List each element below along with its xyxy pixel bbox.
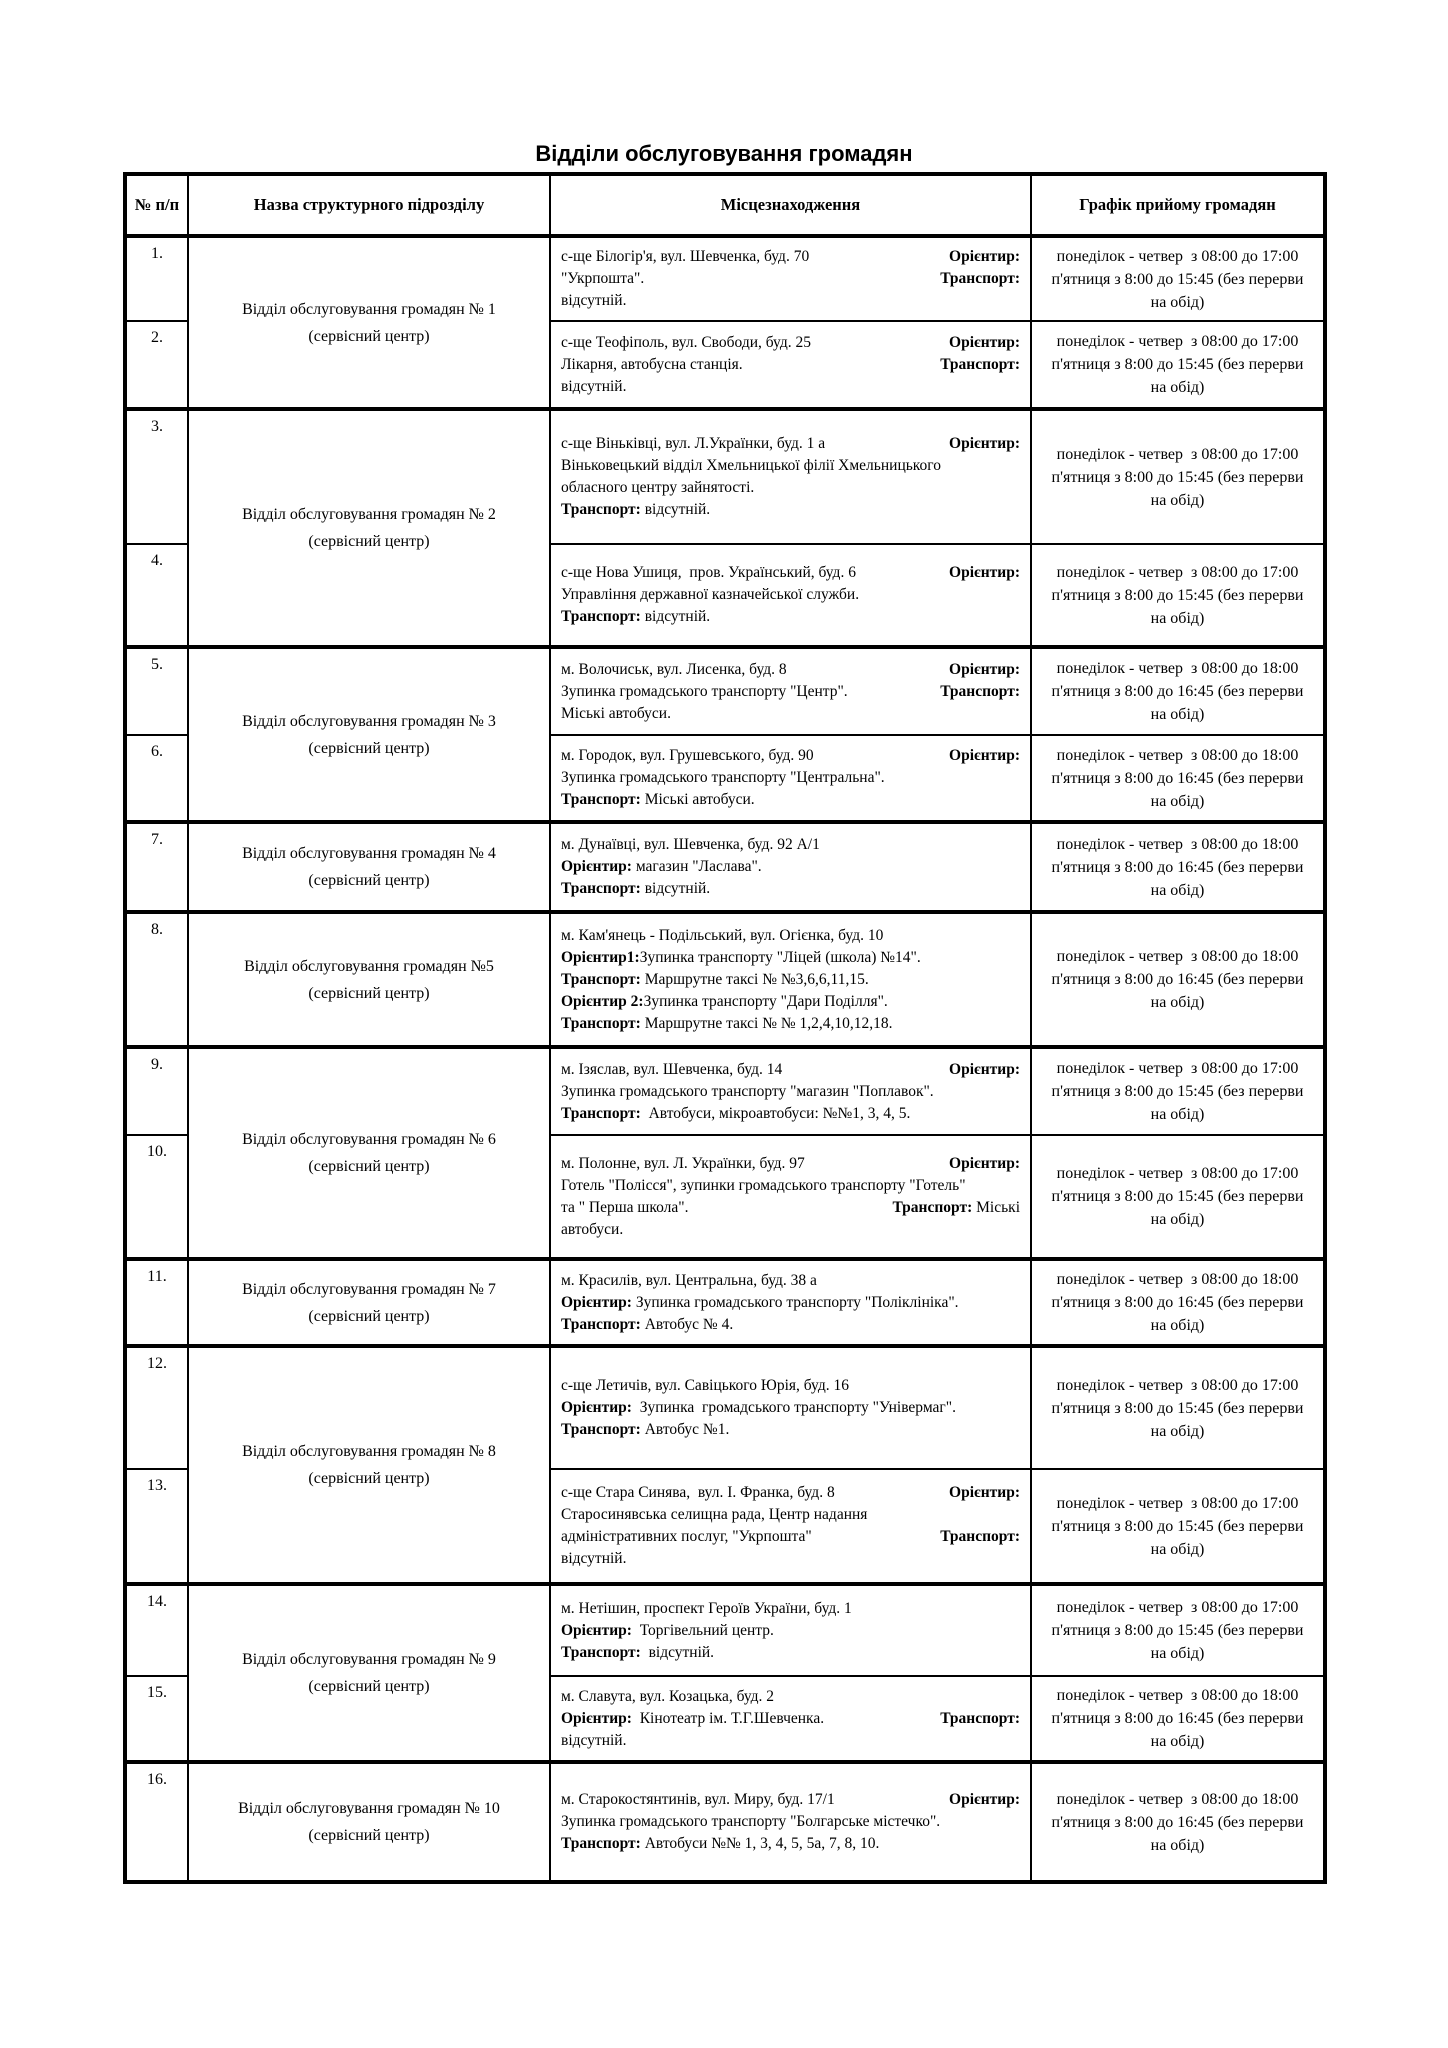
location-line <box>561 991 1020 1013</box>
location-text: Готель "Полісся", зупинки громадського транспорту "Готель" <box>561 1176 966 1194</box>
location-label: Орієнтир: <box>949 564 1020 581</box>
location-label: Транспорт: <box>561 1315 641 1333</box>
page-title: Відділи обслуговування громадян <box>535 141 913 166</box>
location-line <box>561 969 1020 991</box>
location-label: Транспорт: <box>940 270 1020 287</box>
table-row <box>125 647 1325 735</box>
department-name: Відділ обслуговування громадян № 8 <box>242 1443 496 1460</box>
location-text: Зупинка транспорту "Дари Поділля". <box>643 992 888 1010</box>
location-line <box>561 925 1020 947</box>
location-line <box>561 1314 1020 1336</box>
department-name: Відділ обслуговування громадян № 2 <box>242 506 496 523</box>
location-line <box>561 1081 1020 1103</box>
department-name-cell <box>188 1762 550 1882</box>
row-number-cell: 12. <box>125 1346 188 1469</box>
schedule-cell: понеділок - четвер з 08:00 до 18:00 п'ятниця з 8:00 до 16:45 (без перерви на обід) <box>1031 912 1325 1047</box>
department-name: Відділ обслуговування громадян № 10 <box>238 1800 500 1817</box>
department-subtitle: (сервісний центр) <box>308 984 430 1002</box>
department-name: Відділ обслуговування громадян №5 <box>244 957 494 975</box>
department-name-cell <box>188 647 550 822</box>
location-text: Зупинка транспорту "Ліцей (школа) №14". <box>639 948 921 966</box>
location-text: "Укрпошта". <box>561 270 645 287</box>
location-text: відсутній. <box>640 608 711 625</box>
location-text: Автобуси, мікроавтобуси: №№1, 3, 4, 5. <box>640 1104 911 1122</box>
row-number-cell: 15. <box>125 1676 188 1762</box>
location-line <box>561 1504 1020 1526</box>
location-cell <box>550 409 1031 544</box>
table-row <box>125 1762 1325 1882</box>
department-name-cell <box>188 1346 550 1584</box>
location-text: Старосинявська селищна рада, Центр надання <box>561 1506 868 1523</box>
location-line <box>561 499 1020 521</box>
location-line <box>561 1175 1020 1197</box>
location-text: м. Нетішин, проспект Героїв України, буд. 1 <box>561 1599 852 1617</box>
service-table-body <box>125 236 1325 1882</box>
location-text: Автобуси №№ 1, 3, 4, 5, 5а, 7, 8, 10. <box>640 1835 880 1852</box>
location-text: с-ще Стара Синява, вул. І. Франка, буд. 8 <box>561 1484 835 1501</box>
location-text: Зупинка громадського транспорту "Центральна". <box>561 769 885 786</box>
location-label: Транспорт: <box>940 1528 1020 1545</box>
department-subtitle: (сервісний центр) <box>308 1470 430 1487</box>
location-cell <box>550 1135 1031 1259</box>
schedule-cell: понеділок - четвер з 08:00 до 18:00 п'ятниця з 8:00 до 16:45 (без перерви на обід) <box>1031 735 1325 822</box>
table-row <box>125 236 1325 321</box>
location-line <box>561 268 1020 290</box>
location-text: Автобус №1. <box>640 1421 730 1438</box>
location-line <box>561 659 1020 681</box>
department-name-cell <box>188 822 550 912</box>
location-line <box>561 1526 1020 1548</box>
location-line <box>561 681 1020 703</box>
location-cell <box>550 735 1031 822</box>
location-line <box>561 332 1020 354</box>
department-subtitle: (сервісний центр) <box>308 1307 430 1325</box>
location-line <box>561 1197 1020 1219</box>
department-subtitle: (сервісний центр) <box>308 1827 430 1844</box>
location-cell <box>550 1346 1031 1469</box>
location-label: Транспорт: <box>561 1104 641 1122</box>
location-cell <box>550 236 1031 321</box>
location-line <box>561 856 1020 878</box>
row-number-cell: 2. <box>125 321 188 409</box>
schedule-cell: понеділок - четвер з 08:00 до 17:00 п'ятниця з 8:00 до 15:45 (без перерви на обід) <box>1031 544 1325 647</box>
location-text: відсутній. <box>561 292 627 309</box>
location-line <box>561 1270 1020 1292</box>
department-name-cell <box>188 1584 550 1762</box>
location-text: с-ще Віньківці, вул. Л.Українки, буд. 1 а <box>561 435 826 452</box>
table-row <box>125 912 1325 1047</box>
location-text: с-ще Нова Ушиця, пров. Український, буд. 6 <box>561 564 856 581</box>
location-label: Орієнтир: <box>949 1484 1020 1501</box>
location-cell <box>550 321 1031 409</box>
schedule-cell: понеділок - четвер з 08:00 до 18:00 п'ятниця з 8:00 до 16:45 (без перерви на обід) <box>1031 647 1325 735</box>
location-label: Орієнтир: <box>949 660 1020 678</box>
location-text: Міські автобуси. <box>640 791 755 808</box>
schedule-cell: понеділок - четвер з 08:00 до 17:00 п'ятниця з 8:00 до 15:45 (без перерви на обід) <box>1031 409 1325 544</box>
location-line <box>561 834 1020 856</box>
department-subtitle: (сервісний центр) <box>308 533 430 550</box>
schedule-cell: понеділок - четвер з 08:00 до 17:00 п'ятниця з 8:00 до 15:45 (без перерви на обід) <box>1031 1469 1325 1584</box>
location-label: Транспорт: <box>940 1709 1020 1727</box>
schedule-cell: понеділок - четвер з 08:00 до 17:00 п'ятниця з 8:00 до 15:45 (без перерви на обід) <box>1031 1346 1325 1469</box>
location-line <box>561 433 1020 455</box>
location-line <box>561 1686 1020 1708</box>
schedule-cell: понеділок - четвер з 08:00 до 18:00 п'ятниця з 8:00 до 16:45 (без перерви на обід) <box>1031 1762 1325 1882</box>
department-name-cell <box>188 912 550 1047</box>
location-line <box>561 947 1020 969</box>
location-text: відсутній. <box>640 880 711 897</box>
department-name-cell <box>188 236 550 409</box>
location-text: м. Волочиськ, вул. Лисенка, буд. 8 <box>561 660 787 678</box>
location-text: відсутній. <box>561 1550 627 1567</box>
location-line <box>561 1642 1020 1664</box>
schedule-cell: понеділок - четвер з 08:00 до 17:00 п'ятниця з 8:00 до 15:45 (без перерви на обід) <box>1031 321 1325 409</box>
location-text: Зупинка громадського транспорту "Універмаг". <box>631 1399 956 1416</box>
location-text: адміністративних послуг, "Укрпошта" <box>561 1528 812 1545</box>
schedule-cell: понеділок - четвер з 08:00 до 18:00 п'ятниця з 8:00 до 16:45 (без перерви на обід) <box>1031 1259 1325 1346</box>
location-cell <box>550 1676 1031 1762</box>
location-text: с-ще Білогір'я, вул. Шевченка, буд. 70 <box>561 248 810 265</box>
department-name: Відділ обслуговування громадян № 9 <box>242 1651 496 1668</box>
location-cell <box>550 1259 1031 1346</box>
location-text: відсутній. <box>561 1731 627 1749</box>
location-text: Торгівельний центр. <box>631 1621 774 1639</box>
location-line <box>561 1482 1020 1504</box>
row-number-cell: 11. <box>125 1259 188 1346</box>
location-line <box>561 703 1020 725</box>
location-line <box>561 1059 1020 1081</box>
location-label: Транспорт: <box>940 355 1020 373</box>
location-cell <box>550 822 1031 912</box>
location-label: Орієнтир: <box>561 858 632 875</box>
location-label: Орієнтир: <box>949 1060 1020 1078</box>
location-text: м. Полонне, вул. Л. Українки, буд. 97 <box>561 1154 805 1172</box>
location-line <box>561 1292 1020 1314</box>
location-text: м. Старокостянтинів, вул. Миру, буд. 17/1 <box>561 1791 835 1808</box>
location-label: Орієнтир: <box>561 1621 632 1639</box>
location-text: автобуси. <box>561 1220 624 1238</box>
schedule-cell: понеділок - четвер з 08:00 до 18:00 п'ятниця з 8:00 до 16:45 (без перерви на обід) <box>1031 1676 1325 1762</box>
location-cell <box>550 1762 1031 1882</box>
location-line <box>561 1811 1020 1833</box>
column-header-schedule: Графік прийому громадян <box>1031 174 1325 236</box>
row-number-cell: 8. <box>125 912 188 1047</box>
department-name: Відділ обслуговування громадян № 7 <box>242 1280 496 1298</box>
location-line <box>561 455 1020 477</box>
department-subtitle: (сервісний центр) <box>308 872 430 889</box>
location-cell <box>550 647 1031 735</box>
table-row <box>125 1259 1325 1346</box>
location-text: Зупинка громадського транспорту "магазин "Поплавок". <box>561 1082 934 1100</box>
schedule-cell: понеділок - четвер з 08:00 до 17:00 п'ятниця з 8:00 до 15:45 (без перерви на обід) <box>1031 1047 1325 1135</box>
location-label: Орієнтир: <box>949 248 1020 265</box>
location-text: м. Кам'янець - Подільський, вул. Огієнка, буд. 10 <box>561 926 884 944</box>
row-number-cell: 13. <box>125 1469 188 1584</box>
location-line <box>561 562 1020 584</box>
department-name: Відділ обслуговування громадян № 1 <box>242 300 496 318</box>
location-text: відсутній. <box>561 377 627 395</box>
department-name: Відділ обслуговування громадян № 3 <box>242 712 496 730</box>
location-cell <box>550 544 1031 647</box>
location-label: Транспорт: <box>561 1014 641 1032</box>
location-label: Орієнтир 2: <box>561 992 644 1010</box>
location-cell <box>550 1584 1031 1676</box>
column-header-department: Назва структурного підрозділу <box>188 174 550 236</box>
location-line <box>561 1375 1020 1397</box>
table-header-row <box>125 174 1325 236</box>
location-text: м. Ізяслав, вул. Шевченка, буд. 14 <box>561 1060 783 1078</box>
department-name-cell <box>188 409 550 647</box>
location-text: відсутній. <box>640 1643 715 1661</box>
schedule-cell: понеділок - четвер з 08:00 до 17:00 п'ятниця з 8:00 до 15:45 (без перерви на обід) <box>1031 1584 1325 1676</box>
location-line <box>561 1153 1020 1175</box>
location-line <box>561 1013 1020 1035</box>
location-line <box>561 1789 1020 1811</box>
table-row <box>125 1346 1325 1469</box>
location-label: Орієнтир: <box>949 747 1020 764</box>
location-label: Транспорт: <box>561 1421 641 1438</box>
location-line <box>561 1419 1020 1441</box>
table-row <box>125 1047 1325 1135</box>
location-text: с-ще Летичів, вул. Савіцького Юрія, буд. 16 <box>561 1377 849 1394</box>
location-label: Транспорт: <box>940 682 1020 700</box>
location-line <box>561 376 1020 398</box>
department-subtitle: (сервісний центр) <box>308 327 430 345</box>
row-number-cell: 1. <box>125 236 188 321</box>
location-line <box>561 767 1020 789</box>
location-line <box>561 1548 1020 1570</box>
location-text: відсутній. <box>640 501 711 518</box>
row-number-cell: 7. <box>125 822 188 912</box>
location-line <box>561 584 1020 606</box>
location-line <box>561 1833 1020 1855</box>
row-number-cell: 9. <box>125 1047 188 1135</box>
location-text: Віньковецький відділ Хмельницької філії Хмельницького <box>561 457 942 474</box>
column-header-location: Місцезнаходження <box>550 174 1031 236</box>
location-line <box>561 1620 1020 1642</box>
location-text: Лікарня, автобусна станція. <box>561 355 743 373</box>
location-text: м. Красилів, вул. Центральна, буд. 38 а <box>561 1271 817 1289</box>
location-line <box>561 1708 1020 1730</box>
schedule-cell: понеділок - четвер з 08:00 до 18:00 п'ятниця з 8:00 до 16:45 (без перерви на обід) <box>1031 822 1325 912</box>
department-name: Відділ обслуговування громадян № 6 <box>242 1131 496 1148</box>
location-text: Зупинка громадського транспорту "Поліклініка". <box>631 1293 959 1311</box>
location-text: магазин "Ласлава". <box>631 858 762 875</box>
table-row <box>125 409 1325 544</box>
location-label: Транспорт: <box>892 1198 973 1216</box>
department-subtitle: (сервісний центр) <box>308 1158 430 1175</box>
location-line <box>561 290 1020 312</box>
row-number-cell: 16. <box>125 1762 188 1882</box>
location-text: Управління державної казначейської служби. <box>561 586 860 603</box>
location-line <box>561 745 1020 767</box>
schedule-cell: понеділок - четвер з 08:00 до 17:00 п'ятниця з 8:00 до 15:45 (без перерви на обід) <box>1031 236 1325 321</box>
location-line <box>561 246 1020 268</box>
location-line <box>561 354 1020 376</box>
row-number-cell: 10. <box>125 1135 188 1259</box>
department-subtitle: (сервісний центр) <box>308 1678 430 1695</box>
row-number-cell: 14. <box>125 1584 188 1676</box>
department-name-cell <box>188 1047 550 1259</box>
location-label: Транспорт: <box>561 1643 641 1661</box>
location-cell <box>550 1047 1031 1135</box>
schedule-cell: понеділок - четвер з 08:00 до 17:00 п'ятниця з 8:00 до 15:45 (без перерви на обід) <box>1031 1135 1325 1259</box>
row-number-cell: 3. <box>125 409 188 544</box>
location-label: Транспорт: <box>561 1835 641 1852</box>
column-header-number: № п/п <box>125 174 188 236</box>
table-row <box>125 1584 1325 1676</box>
location-label: Транспорт: <box>561 608 641 625</box>
location-label: Транспорт: <box>561 880 641 897</box>
row-number-cell: 4. <box>125 544 188 647</box>
department-name: Відділ обслуговування громадян № 4 <box>242 845 496 862</box>
location-text: м. Славута, вул. Козацька, буд. 2 <box>561 1687 775 1705</box>
department-name-cell <box>188 1259 550 1346</box>
department-subtitle: (сервісний центр) <box>308 739 430 757</box>
location-label: Орієнтир: <box>561 1709 632 1727</box>
location-line <box>561 477 1020 499</box>
location-label: Транспорт: <box>561 501 641 518</box>
table-row <box>125 822 1325 912</box>
location-text: Міські <box>972 1198 1020 1216</box>
location-label: Орієнтир: <box>949 435 1020 452</box>
location-line <box>561 1397 1020 1419</box>
location-text: та " Перша школа". <box>561 1198 689 1216</box>
location-text: Маршрутне таксі № № 1,2,4,10,12,18. <box>640 1014 893 1032</box>
location-text: Маршрутне таксі № №3,6,6,11,15. <box>640 970 869 988</box>
location-text: Зупинка громадського транспорту "Центр". <box>561 682 848 700</box>
location-label: Орієнтир1: <box>561 948 640 966</box>
location-line <box>561 1598 1020 1620</box>
row-number-cell: 6. <box>125 735 188 822</box>
location-text: Кінотеатр ім. Т.Г.Шевченка. <box>631 1709 825 1727</box>
location-line <box>561 1103 1020 1125</box>
location-label: Орієнтир: <box>949 1154 1020 1172</box>
location-text: Зупинка громадського транспорту "Болгарське містечко". <box>561 1813 941 1830</box>
row-number-cell: 5. <box>125 647 188 735</box>
location-label: Орієнтир: <box>561 1399 632 1416</box>
location-line <box>561 606 1020 628</box>
location-label: Транспорт: <box>561 791 641 808</box>
location-label: Орієнтир: <box>561 1293 632 1311</box>
location-text: обласного центру зайнятості. <box>561 479 755 496</box>
location-line <box>561 1730 1020 1752</box>
location-text: с-ще Теофіполь, вул. Свободи, буд. 25 <box>561 333 811 351</box>
location-label: Орієнтир: <box>949 333 1020 351</box>
location-label: Транспорт: <box>561 970 641 988</box>
service-table <box>123 172 1327 1884</box>
location-label: Орієнтир: <box>949 1791 1020 1808</box>
location-cell <box>550 1469 1031 1584</box>
location-text: м. Дунаївці, вул. Шевченка, буд. 92 А/1 <box>561 836 820 853</box>
location-text: м. Городок, вул. Грушевського, буд. 90 <box>561 747 814 764</box>
location-line <box>561 878 1020 900</box>
location-text: Міські автобуси. <box>561 704 671 722</box>
location-cell <box>550 912 1031 1047</box>
location-text: Автобус № 4. <box>640 1315 734 1333</box>
location-line <box>561 1219 1020 1241</box>
location-line <box>561 789 1020 811</box>
